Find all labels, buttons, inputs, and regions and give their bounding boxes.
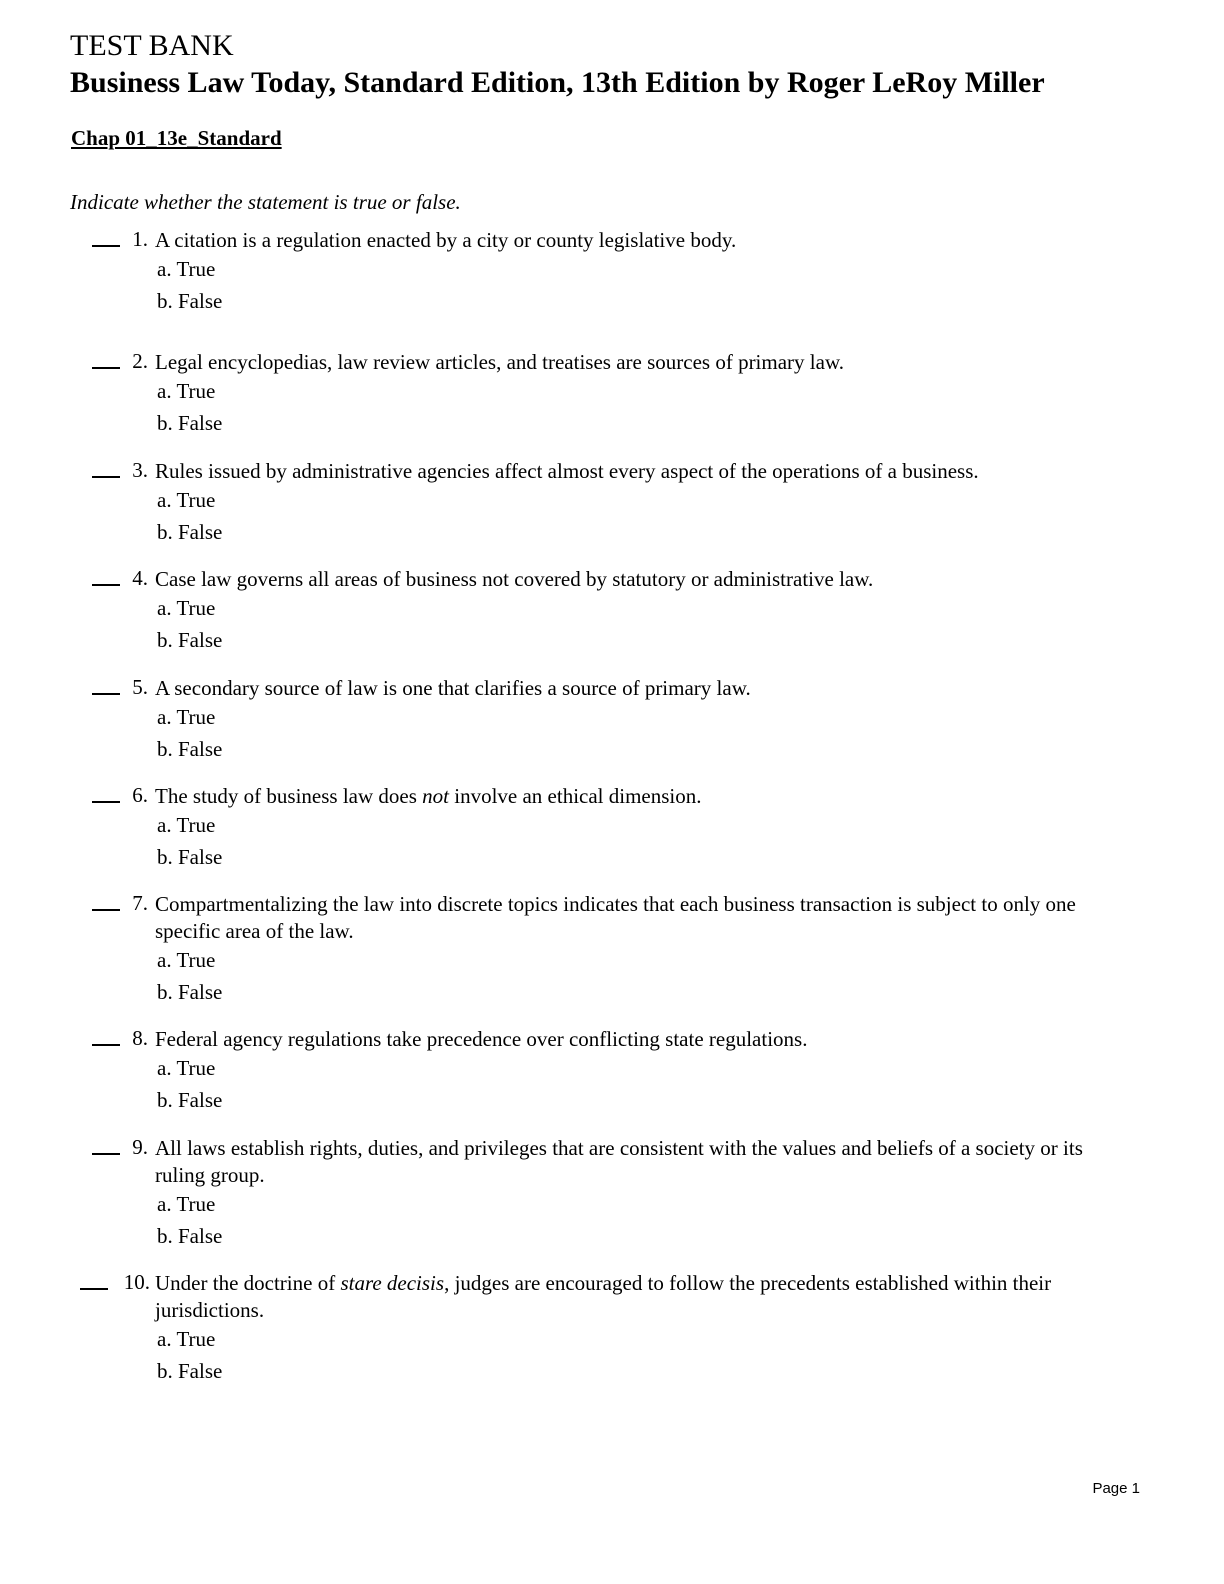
question-text: Rules issued by administrative agencies affect almost every aspect of the operations of a business. bbox=[155, 459, 979, 483]
question-text: The study of business law does not involve an ethical dimension. bbox=[155, 784, 702, 808]
question-text: All laws establish rights, duties, and privileges that are consistent with the values and beliefs of a society or its ruling group. bbox=[155, 1136, 1083, 1187]
option-true: a. True bbox=[157, 705, 216, 729]
option-true: a. True bbox=[157, 379, 216, 403]
option-false: b. False bbox=[157, 1088, 223, 1112]
option-false: b. False bbox=[157, 289, 223, 313]
option-false: b. False bbox=[157, 520, 223, 544]
question-number: 8. bbox=[132, 1026, 148, 1050]
option-true: a. True bbox=[157, 257, 216, 281]
option-true: a. True bbox=[157, 1327, 216, 1351]
option-true: a. True bbox=[157, 948, 216, 972]
document-title: TEST BANK bbox=[70, 29, 234, 62]
question-number: 7. bbox=[132, 891, 148, 915]
option-false: b. False bbox=[157, 628, 223, 652]
option-true: a. True bbox=[157, 813, 216, 837]
question-number: 3. bbox=[132, 458, 148, 482]
option-false: b. False bbox=[157, 1224, 223, 1248]
option-false: b. False bbox=[157, 1359, 223, 1383]
question-text: Legal encyclopedias, law review articles, and treatises are sources of primary law. bbox=[155, 350, 845, 374]
option-false: b. False bbox=[157, 411, 223, 435]
option-true: a. True bbox=[157, 488, 216, 512]
question-number: 5. bbox=[132, 675, 148, 699]
question-text: A secondary source of law is one that clarifies a source of primary law. bbox=[155, 676, 751, 700]
emphasis-text: not bbox=[422, 784, 449, 808]
option-true: a. True bbox=[157, 596, 216, 620]
question-number: 4. bbox=[132, 566, 148, 590]
option-false: b. False bbox=[157, 845, 223, 869]
option-false: b. False bbox=[157, 980, 223, 1004]
question-text: Federal agency regulations take precedence over conflicting state regulations. bbox=[155, 1027, 808, 1051]
question-number: 1. bbox=[132, 227, 148, 251]
emphasis-text: stare decisis bbox=[340, 1271, 445, 1295]
page-number: Page 1 bbox=[1092, 1480, 1140, 1497]
option-false: b. False bbox=[157, 737, 223, 761]
instruction-text: Indicate whether the statement is true or false. bbox=[70, 190, 461, 214]
question-text: Compartmentalizing the law into discrete topics indicates that each business transaction is subject to only one specific area of the law. bbox=[155, 892, 1076, 943]
answer-blank bbox=[80, 1288, 108, 1290]
question-number: 2. bbox=[132, 349, 148, 373]
question-number: 10. bbox=[123, 1270, 150, 1294]
question-number: 9. bbox=[132, 1135, 148, 1159]
question-text: A citation is a regulation enacted by a city or county legislative body. bbox=[155, 228, 737, 252]
question-text: Case law governs all areas of business not covered by statutory or administrative law. bbox=[155, 567, 874, 591]
question-text: Under the doctrine of stare decisis, judges are encouraged to follow the precedents established within their jurisdictions. bbox=[155, 1271, 1052, 1322]
option-true: a. True bbox=[157, 1056, 216, 1080]
chapter-heading: Chap 01_13e_Standard bbox=[71, 126, 282, 150]
option-true: a. True bbox=[157, 1192, 216, 1216]
document-subtitle: Business Law Today, Standard Edition, 13th Edition by Roger LeRoy Miller bbox=[70, 66, 1045, 99]
question-number: 6. bbox=[132, 783, 148, 807]
